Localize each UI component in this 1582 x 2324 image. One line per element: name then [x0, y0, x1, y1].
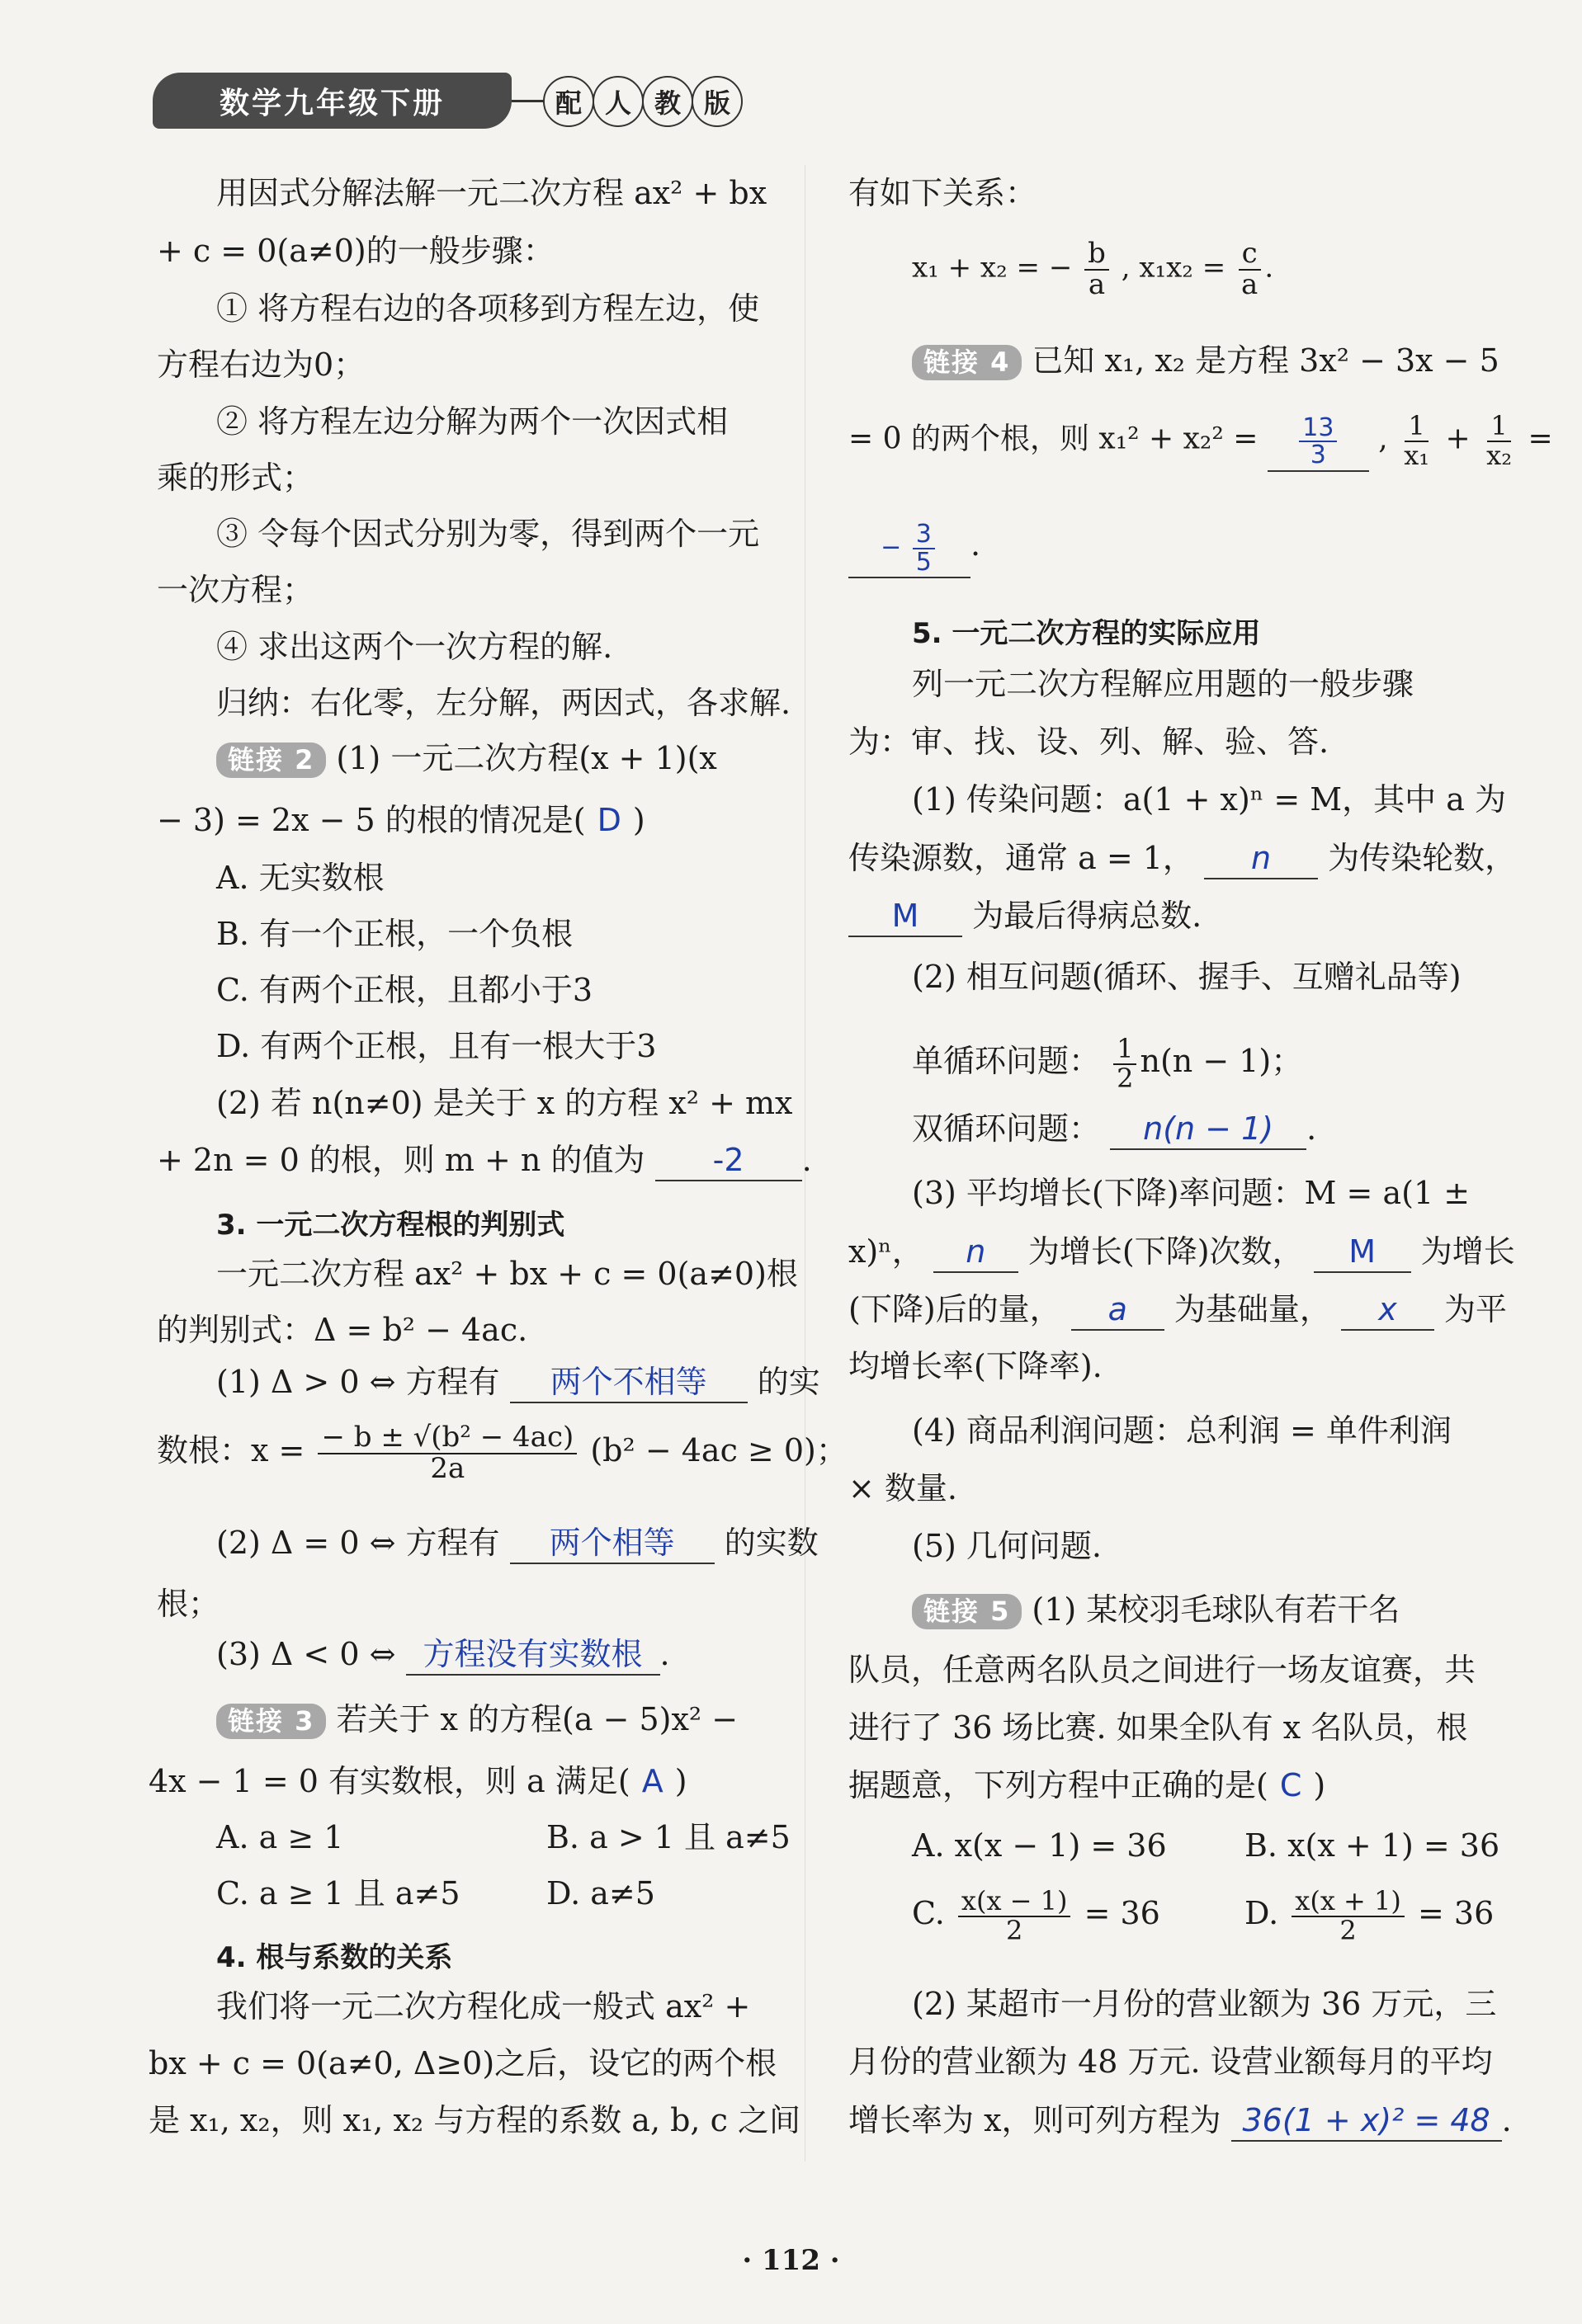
link4-reciprocal-2	[1483, 412, 1515, 469]
step1-line-2: 方程右边为0；	[157, 346, 366, 383]
p1-line-2	[848, 841, 1516, 879]
link4-one-1: 1	[1405, 412, 1428, 442]
case1-continuation: 的实	[757, 1364, 820, 1400]
link4-line-2	[848, 412, 1553, 472]
p5-line: (5) 几何问题.	[912, 1528, 1102, 1564]
edition-char-4: 版	[692, 76, 743, 127]
link5-option-b: B. x(x + 1) = 36	[1244, 1827, 1500, 1864]
p3-line-2	[848, 1235, 1515, 1273]
p1-continuation: 为传染轮数，	[1328, 840, 1517, 876]
link4-answer-1-fraction	[1299, 412, 1337, 470]
link5-line-3: 进行了 36 场比赛. 如果全队有 x 名队员，根	[848, 1709, 1468, 1746]
step3-line-2: 一次方程；	[157, 572, 314, 608]
link2-q1-answer: D	[597, 802, 621, 838]
p3-rate-start: 为平	[1444, 1291, 1508, 1327]
link2-option-b: B. 有一个正根，一个负根	[216, 916, 574, 952]
link3-option-c: C. a ≥ 1 且 a≠5	[216, 1875, 460, 1912]
section-4-title: 4. 根与系数的关系	[216, 1941, 453, 1974]
case3-answer-blank: 方程没有实数根	[406, 1638, 660, 1676]
link3-option-a: A. a ≥ 1	[216, 1819, 344, 1855]
link4-x1: x₁	[1404, 439, 1430, 471]
p2-single-cycle	[912, 1035, 1302, 1092]
root-formula-label: 数根：x =	[157, 1432, 305, 1469]
link3-line-1	[216, 1701, 739, 1739]
p1-stem: 传染源数，通常 a = 1，	[848, 840, 1194, 876]
link3-question-text: 若关于 x 的方程(a − 5)x² −	[336, 1701, 739, 1737]
link5-q2-line-1: (2) 某超市一月份的营业额为 36 万元，三	[912, 1986, 1497, 2022]
link2-question-1-line-2	[157, 804, 645, 836]
book-title-banner: 数学九年级下册	[153, 73, 512, 129]
link4-question-text: 已知 x₁, x₂ 是方程 3x² − 3x − 5	[1032, 342, 1499, 379]
link4-answer-2-sign: −	[881, 533, 902, 562]
p3-answer-a-blank: a	[1071, 1293, 1164, 1331]
link2-q2-stem: + 2n = 0 的根，则 m + n 的值为	[157, 1142, 645, 1178]
edition-char-2: 人	[593, 76, 644, 127]
case3-line	[216, 1638, 670, 1676]
link2-option-a: A. 无实数根	[216, 860, 385, 896]
link5-option-c-letter: C.	[912, 1895, 945, 1932]
link4-x2: x₂	[1486, 439, 1513, 471]
page-number: · 112 ·	[742, 2244, 840, 2277]
link2-q2-answer-blank: -2	[655, 1143, 802, 1181]
link4-comma: ,	[1378, 422, 1388, 456]
link5-option-c-numerator: x(x − 1)	[958, 1888, 1071, 1917]
section-3-line-1: 一元二次方程 ax² + bx + c = 0(a≠0)根	[216, 1256, 798, 1292]
p3-mid-2: 为增长	[1420, 1233, 1515, 1270]
link4-answer-2-denominator: 5	[915, 547, 932, 577]
link4-reciprocal-1	[1400, 412, 1433, 469]
vieta-a-1: a	[1088, 267, 1106, 301]
link2-option-c: C. 有两个正根，且都小于3	[216, 972, 593, 1008]
link5-line-1	[912, 1591, 1400, 1629]
case1-line-2	[157, 1423, 848, 1483]
p2-half-denominator: 2	[1117, 1062, 1134, 1094]
vieta-period: .	[1264, 251, 1274, 285]
link2-q1-text: (1) 一元二次方程(x + 1)(x	[336, 740, 717, 776]
link5-line-4	[848, 1767, 1326, 1803]
intro-line-1: 用因式分解法解一元二次方程 ax² + bx	[216, 175, 767, 211]
link3-stem: 4x − 1 = 0 有实数根，则 a 满足(	[149, 1763, 630, 1799]
p2-single-expression: n(n − 1)；	[1140, 1043, 1303, 1080]
link5-option-a: A. x(x − 1) = 36	[912, 1827, 1167, 1864]
p3-answer-x-blank: x	[1341, 1293, 1434, 1331]
link5-q1-close-paren: )	[1313, 1767, 1326, 1803]
link5-option-c-fraction	[958, 1885, 1071, 1946]
p3-line-1: (3) 平均增长(下降)率问题：M = a(1 ±	[912, 1175, 1471, 1211]
link3-close-paren: )	[674, 1763, 687, 1799]
link5-line-2: 队员，任意两名队员之间进行一场友谊赛，共	[848, 1652, 1476, 1688]
edition-char-3: 教	[642, 76, 693, 127]
p1-line-1: (1) 传染问题：a(1 + x)ⁿ = M，其中 a 为	[912, 781, 1506, 818]
link3-answer: A	[641, 1763, 663, 1799]
vieta-product-fraction	[1238, 239, 1261, 299]
link2-q1-stem: − 3) = 2x − 5 的根的情况是(	[157, 802, 586, 838]
p4-line-2: × 数量.	[848, 1470, 957, 1506]
link3-option-d: D. a≠5	[546, 1875, 655, 1912]
link4-one-2: 1	[1487, 412, 1510, 442]
p4-line-1: (4) 商品利润问题：总利润 = 单件利润	[912, 1412, 1452, 1449]
case2-line-2: 根；	[157, 1586, 220, 1622]
vieta-product-lhs: , x₁x₂ =	[1121, 251, 1226, 285]
case2-continuation: 的实数	[724, 1525, 819, 1561]
link4-period: .	[970, 526, 981, 563]
link5-option-d-numerator: x(x + 1)	[1292, 1888, 1405, 1917]
intro-line-2: + c = 0(a≠0)的一般步骤：	[157, 233, 555, 269]
section-5-line-1: 列一元二次方程解应用题的一般步骤	[912, 666, 1414, 702]
p3-answer-M-blank: M	[1314, 1235, 1411, 1273]
p2-half-numerator: 1	[1113, 1035, 1136, 1065]
link2-question-1-line-1	[216, 742, 717, 778]
link2-q2-period: .	[801, 1142, 812, 1178]
p3-answer-n-blank: n	[933, 1235, 1018, 1273]
p3-stem: x)ⁿ，	[848, 1233, 923, 1270]
p2-line-1: (2) 相互问题(循环、握手、互赠礼品等)	[912, 959, 1462, 995]
link4-answer-2-fraction	[913, 521, 935, 575]
link2-option-d: D. 有两个正根，且有一根大于3	[216, 1028, 657, 1064]
step3-line-1: ③ 令每个因式分别为零，得到两个一元	[216, 516, 760, 552]
link4-answer-1-blank	[1268, 412, 1369, 472]
p1-line-3	[848, 899, 1202, 937]
link2-question-2-line-1: (2) 若 n(n≠0) 是关于 x 的方程 x² + mx	[216, 1085, 793, 1121]
link5-q1-stem: 据题意，下列方程中正确的是(	[848, 1767, 1268, 1803]
p3-base-amount: 为基础量，	[1174, 1291, 1331, 1327]
p3-mid-1: 为增长(下降)次数，	[1027, 1233, 1304, 1270]
link5-q2-line-2: 月份的营业额为 48 万元. 设营业额每月的平均	[848, 2044, 1493, 2080]
section-3-line-2: 的判别式：Δ = b² − 4ac.	[157, 1312, 528, 1348]
link4-answer-1-numerator: 13	[1299, 415, 1337, 443]
link5-badge: 链接 5	[912, 1594, 1022, 1629]
summary-line: 归纳：右化零，左分解，两因式，各求解.	[216, 685, 791, 721]
quadratic-formula-denominator: 2a	[430, 1451, 465, 1485]
section-4-line-2: bx + c = 0(a≠0, Δ≥0)之后，设它的两个根	[149, 2045, 777, 2081]
p3-after-amount: (下降)后的量，	[848, 1291, 1061, 1327]
link4-answer-2-blank	[848, 521, 970, 578]
step2-line-1: ② 将方程左边分解为两个一次因式相	[216, 403, 729, 440]
vieta-sum-fraction	[1084, 239, 1109, 299]
p2-double-period: .	[1306, 1110, 1317, 1147]
edition-char-1: 配	[543, 76, 594, 127]
link5-q2-answer-blank: 36(1 + x)² = 48	[1231, 2104, 1502, 2142]
vieta-b: b	[1084, 239, 1109, 271]
link4-badge: 链接 4	[912, 345, 1022, 380]
vieta-sum-lhs: x₁ + x₂ = −	[912, 251, 1073, 285]
p1-end: 为最后得病总数.	[972, 898, 1202, 934]
link2-question-2-line-2	[157, 1143, 812, 1181]
case2-answer-blank: 两个相等	[510, 1526, 715, 1564]
section-5-line-2: 为：审、找、设、列、解、验、答.	[848, 724, 1329, 760]
section-4-line-3: 是 x₁, x₂，则 x₁, x₂ 与方程的系数 a, b, c 之间	[149, 2102, 800, 2138]
case1-stem: (1) Δ > 0 ⇔ 方程有	[216, 1364, 500, 1400]
link5-option-c-rhs: = 36	[1084, 1895, 1160, 1932]
step1-line-1: ① 将方程右边的各项移到方程左边，使	[216, 290, 760, 327]
link4-answer-2-numerator: 3	[913, 521, 935, 549]
link5-q1-text: (1) 某校羽毛球队有若干名	[1032, 1591, 1400, 1628]
link4-plus: +	[1445, 422, 1471, 456]
link5-option-d-denominator: 2	[1339, 1914, 1357, 1946]
p2-double-cycle	[912, 1112, 1316, 1150]
p3-line-3	[848, 1293, 1507, 1331]
link5-option-d-rhs: = 36	[1417, 1895, 1495, 1932]
link2-badge: 链接 2	[216, 742, 326, 778]
link2-q1-close-paren: )	[632, 802, 645, 838]
p2-single-label: 单循环问题：	[912, 1043, 1101, 1080]
quadratic-formula-fraction	[318, 1423, 577, 1483]
section-5-title: 5. 一元二次方程的实际应用	[912, 617, 1261, 650]
case3-period: .	[659, 1636, 670, 1672]
discriminant-condition: (b² − 4ac ≥ 0)；	[590, 1432, 848, 1469]
vieta-formulas	[912, 239, 1273, 299]
link4-line-3	[848, 521, 980, 578]
link3-badge: 链接 3	[216, 1704, 326, 1739]
case2-line-1	[216, 1526, 819, 1564]
quadratic-formula-numerator: − b ± √(b² − 4ac)	[318, 1423, 577, 1454]
link4-stem: = 0 的两个根，则 x₁² + x₂² =	[848, 422, 1259, 456]
link5-q1-answer: C	[1279, 1767, 1302, 1803]
header-connector-line	[512, 100, 545, 102]
step4-line: ④ 求出这两个一次方程的解.	[216, 629, 613, 665]
link5-option-d	[1244, 1885, 1495, 1946]
p3-line-4: 均增长率(下降率).	[848, 1348, 1103, 1384]
case3-stem: (3) Δ < 0 ⇔	[216, 1636, 396, 1672]
link5-q2-stem: 增长率为 x，则可列方程为	[848, 2102, 1221, 2138]
case1-answer-blank: 两个不相等	[510, 1365, 748, 1403]
p2-double-answer-blank: n(n − 1)	[1110, 1112, 1306, 1150]
link5-q2-line-3	[848, 2104, 1512, 2142]
link5-option-d-letter: D.	[1244, 1895, 1279, 1932]
p2-double-label: 双循环问题：	[912, 1110, 1101, 1147]
link4-answer-1-denominator: 3	[1310, 441, 1326, 470]
section-3-title: 3. 一元二次方程根的判别式	[216, 1209, 565, 1242]
link4-equals: =	[1528, 422, 1553, 456]
link3-option-b: B. a > 1 且 a≠5	[546, 1819, 791, 1855]
section-4-line-1: 我们将一元二次方程化成一般式 ax² +	[216, 1988, 751, 2025]
link3-line-2	[149, 1765, 687, 1797]
p2-half-fraction	[1113, 1035, 1136, 1092]
link4-line-1	[912, 342, 1499, 380]
relation-intro: 有如下关系：	[848, 175, 1037, 211]
link5-option-d-fraction	[1292, 1885, 1405, 1946]
case2-stem: (2) Δ = 0 ⇔ 方程有	[216, 1525, 500, 1561]
vieta-a-2: a	[1241, 267, 1259, 301]
link5-option-c-denominator: 2	[1006, 1914, 1023, 1946]
case1-line-1	[216, 1365, 820, 1403]
p1-answer-M-blank: M	[848, 899, 962, 937]
link5-option-c	[912, 1885, 1160, 1946]
vieta-c: c	[1239, 239, 1261, 271]
link5-q2-period: .	[1501, 2102, 1512, 2138]
p1-answer-n-blank: n	[1204, 841, 1318, 879]
step2-line-2: 乘的形式；	[157, 460, 314, 496]
